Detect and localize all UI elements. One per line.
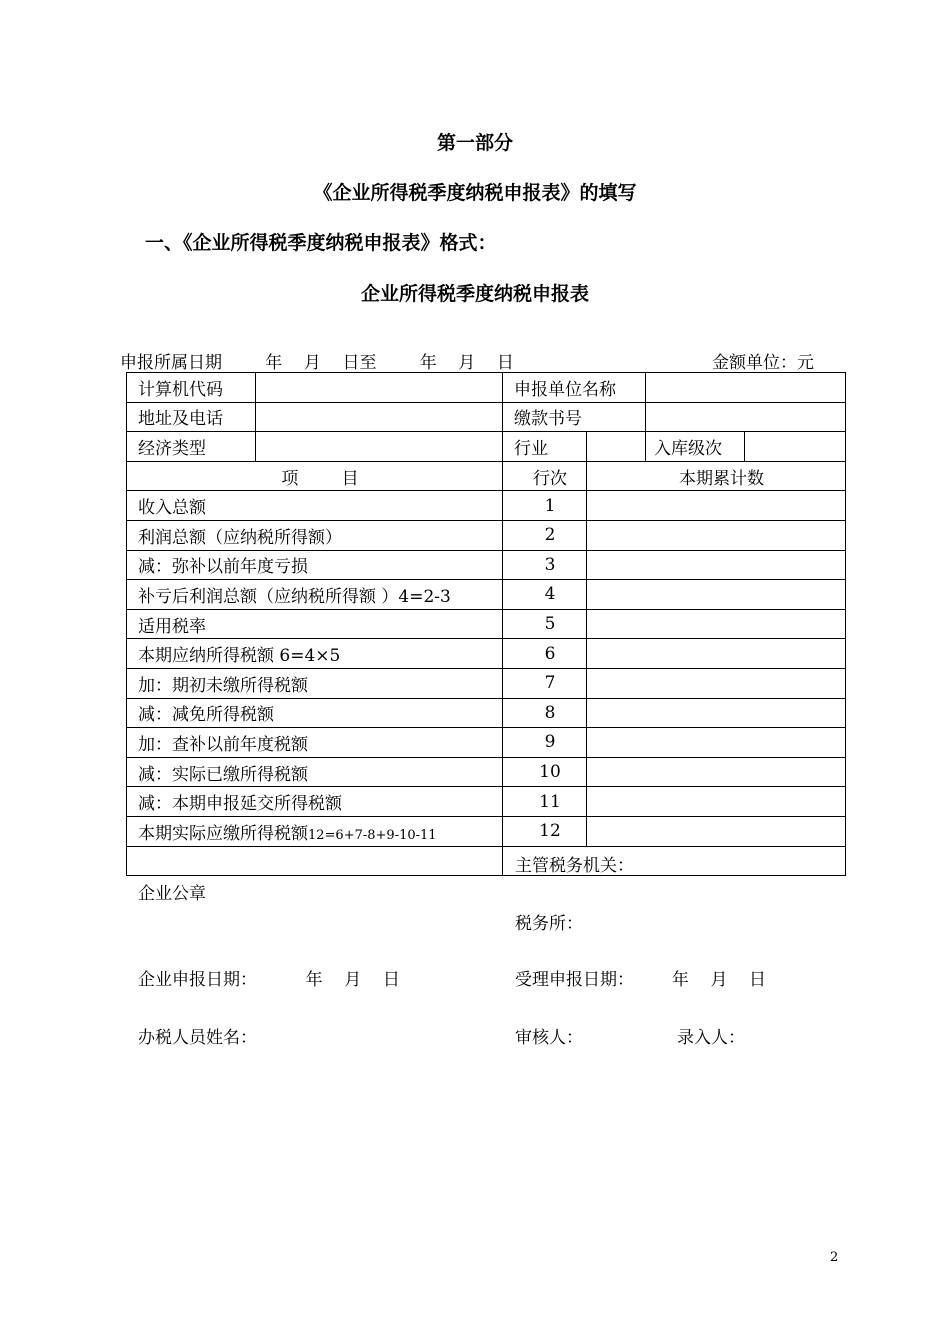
row-number: 1 xyxy=(503,491,587,521)
row-label: 收入总额 xyxy=(127,491,503,521)
row-label: 减：本期申报延交所得税额 xyxy=(127,787,503,817)
amount-column-header: 本期累计数 xyxy=(587,461,846,491)
storage-level-field[interactable] xyxy=(745,432,846,462)
row-number: 4 xyxy=(503,580,587,610)
row-number: 11 xyxy=(503,787,587,817)
unit-name-field[interactable] xyxy=(646,373,846,403)
row-no-column-header: 行次 xyxy=(503,461,587,491)
table-row xyxy=(127,491,846,521)
company-signature-block xyxy=(127,846,503,1048)
row-number: 8 xyxy=(503,698,587,728)
row-label: 加：期初未缴所得税额 xyxy=(127,668,503,698)
row-amount-field[interactable] xyxy=(587,728,846,758)
reviewer-label: 审核人： xyxy=(515,1027,583,1048)
payment-no-label: 缴款书号 xyxy=(503,402,646,432)
entry-person-label: 录入人： xyxy=(677,1027,745,1048)
industry-field[interactable] xyxy=(587,432,646,462)
item-column-header: 项 目 xyxy=(127,461,503,491)
subtitle-heading: 《企业所得税季度纳税申报表》的填写 xyxy=(313,182,637,204)
info-row-2 xyxy=(127,402,846,432)
row-amount-field[interactable] xyxy=(587,787,846,817)
row-amount-field[interactable] xyxy=(587,757,846,787)
table-row xyxy=(127,609,846,639)
table-row xyxy=(127,728,846,758)
section-heading: 一、《企业所得税季度纳税申报表》格式： xyxy=(145,232,497,254)
tax-return-form xyxy=(126,372,846,1048)
unit-name-label: 申报单位名称 xyxy=(503,373,646,403)
company-seal-label: 企业公章 xyxy=(138,883,206,904)
authority-signature-block xyxy=(503,846,846,1048)
row-number: 6 xyxy=(503,639,587,669)
row-number: 9 xyxy=(503,728,587,758)
row-label: 利润总额（应纳税所得额） xyxy=(127,520,503,550)
storage-level-label: 入库级次 xyxy=(646,432,745,462)
company-date-label: 企业申报日期： 年 月 日 xyxy=(138,969,400,990)
payment-no-field[interactable] xyxy=(646,402,846,432)
tax-office-label: 税务所： xyxy=(515,913,583,934)
address-phone-label: 地址及电话 xyxy=(127,402,256,432)
total-label: 本期实际应缴所得税额 xyxy=(138,823,308,844)
table-row-total xyxy=(127,816,846,846)
row-amount-field[interactable] xyxy=(587,639,846,669)
table-row xyxy=(127,639,846,669)
page-number: 2 xyxy=(830,1250,839,1265)
row-label: 本期应纳所得税额 6=4×5 xyxy=(127,639,503,669)
row-label: 补亏后利润总额（应纳税所得额 ）4=2-3 xyxy=(127,580,503,610)
row-label: 加：查补以前年度税额 xyxy=(127,728,503,758)
declaration-period: 申报所属日期 年 月 日至 年 月 日 xyxy=(120,353,514,373)
currency-unit: 金额单位：元 xyxy=(712,353,814,373)
table-row xyxy=(127,698,846,728)
row-amount-field[interactable] xyxy=(587,550,846,580)
row-number: 5 xyxy=(503,609,587,639)
table-row xyxy=(127,520,846,550)
address-phone-field[interactable] xyxy=(256,402,503,432)
econ-type-label: 经济类型 xyxy=(127,432,256,462)
row-label: 减：减免所得税额 xyxy=(127,698,503,728)
row-label: 减：实际已缴所得税额 xyxy=(127,757,503,787)
row-number: 3 xyxy=(503,550,587,580)
part-heading: 第一部分 xyxy=(436,132,513,154)
row-amount-field[interactable] xyxy=(587,520,846,550)
row-number: 2 xyxy=(503,520,587,550)
row-amount-field[interactable] xyxy=(587,609,846,639)
row-amount-field[interactable] xyxy=(587,698,846,728)
row-label: 减：弥补以前年度亏损 xyxy=(127,550,503,580)
table-row xyxy=(127,787,846,817)
row-amount-field[interactable] xyxy=(587,816,846,846)
table-row xyxy=(127,668,846,698)
row-amount-field[interactable] xyxy=(587,580,846,610)
info-row-1 xyxy=(127,373,846,403)
row-amount-field[interactable] xyxy=(587,668,846,698)
row-label: 适用税率 xyxy=(127,609,503,639)
column-header-row xyxy=(127,461,846,491)
industry-label: 行业 xyxy=(503,432,587,462)
row-number: 7 xyxy=(503,668,587,698)
row-number: 12 xyxy=(503,816,587,846)
computer-code-field[interactable] xyxy=(256,373,503,403)
total-formula: 12=6+7-8+9-10-11 xyxy=(308,827,437,843)
computer-code-label: 计算机代码 xyxy=(127,373,256,403)
row-amount-field[interactable] xyxy=(587,491,846,521)
table-row xyxy=(127,757,846,787)
info-row-3 xyxy=(127,432,846,462)
row-number: 10 xyxy=(503,757,587,787)
signature-row xyxy=(127,846,846,876)
table-row xyxy=(127,580,846,610)
table-row xyxy=(127,550,846,580)
accept-date-label: 受理申报日期： 年 月 日 xyxy=(515,969,767,990)
econ-type-field[interactable] xyxy=(256,432,503,462)
tax-officer-label: 办税人员姓名： xyxy=(138,1027,257,1048)
form-title: 企业所得税季度纳税申报表 xyxy=(360,283,589,305)
authority-label: 主管税务机关： xyxy=(515,855,634,876)
row-label xyxy=(127,816,503,846)
